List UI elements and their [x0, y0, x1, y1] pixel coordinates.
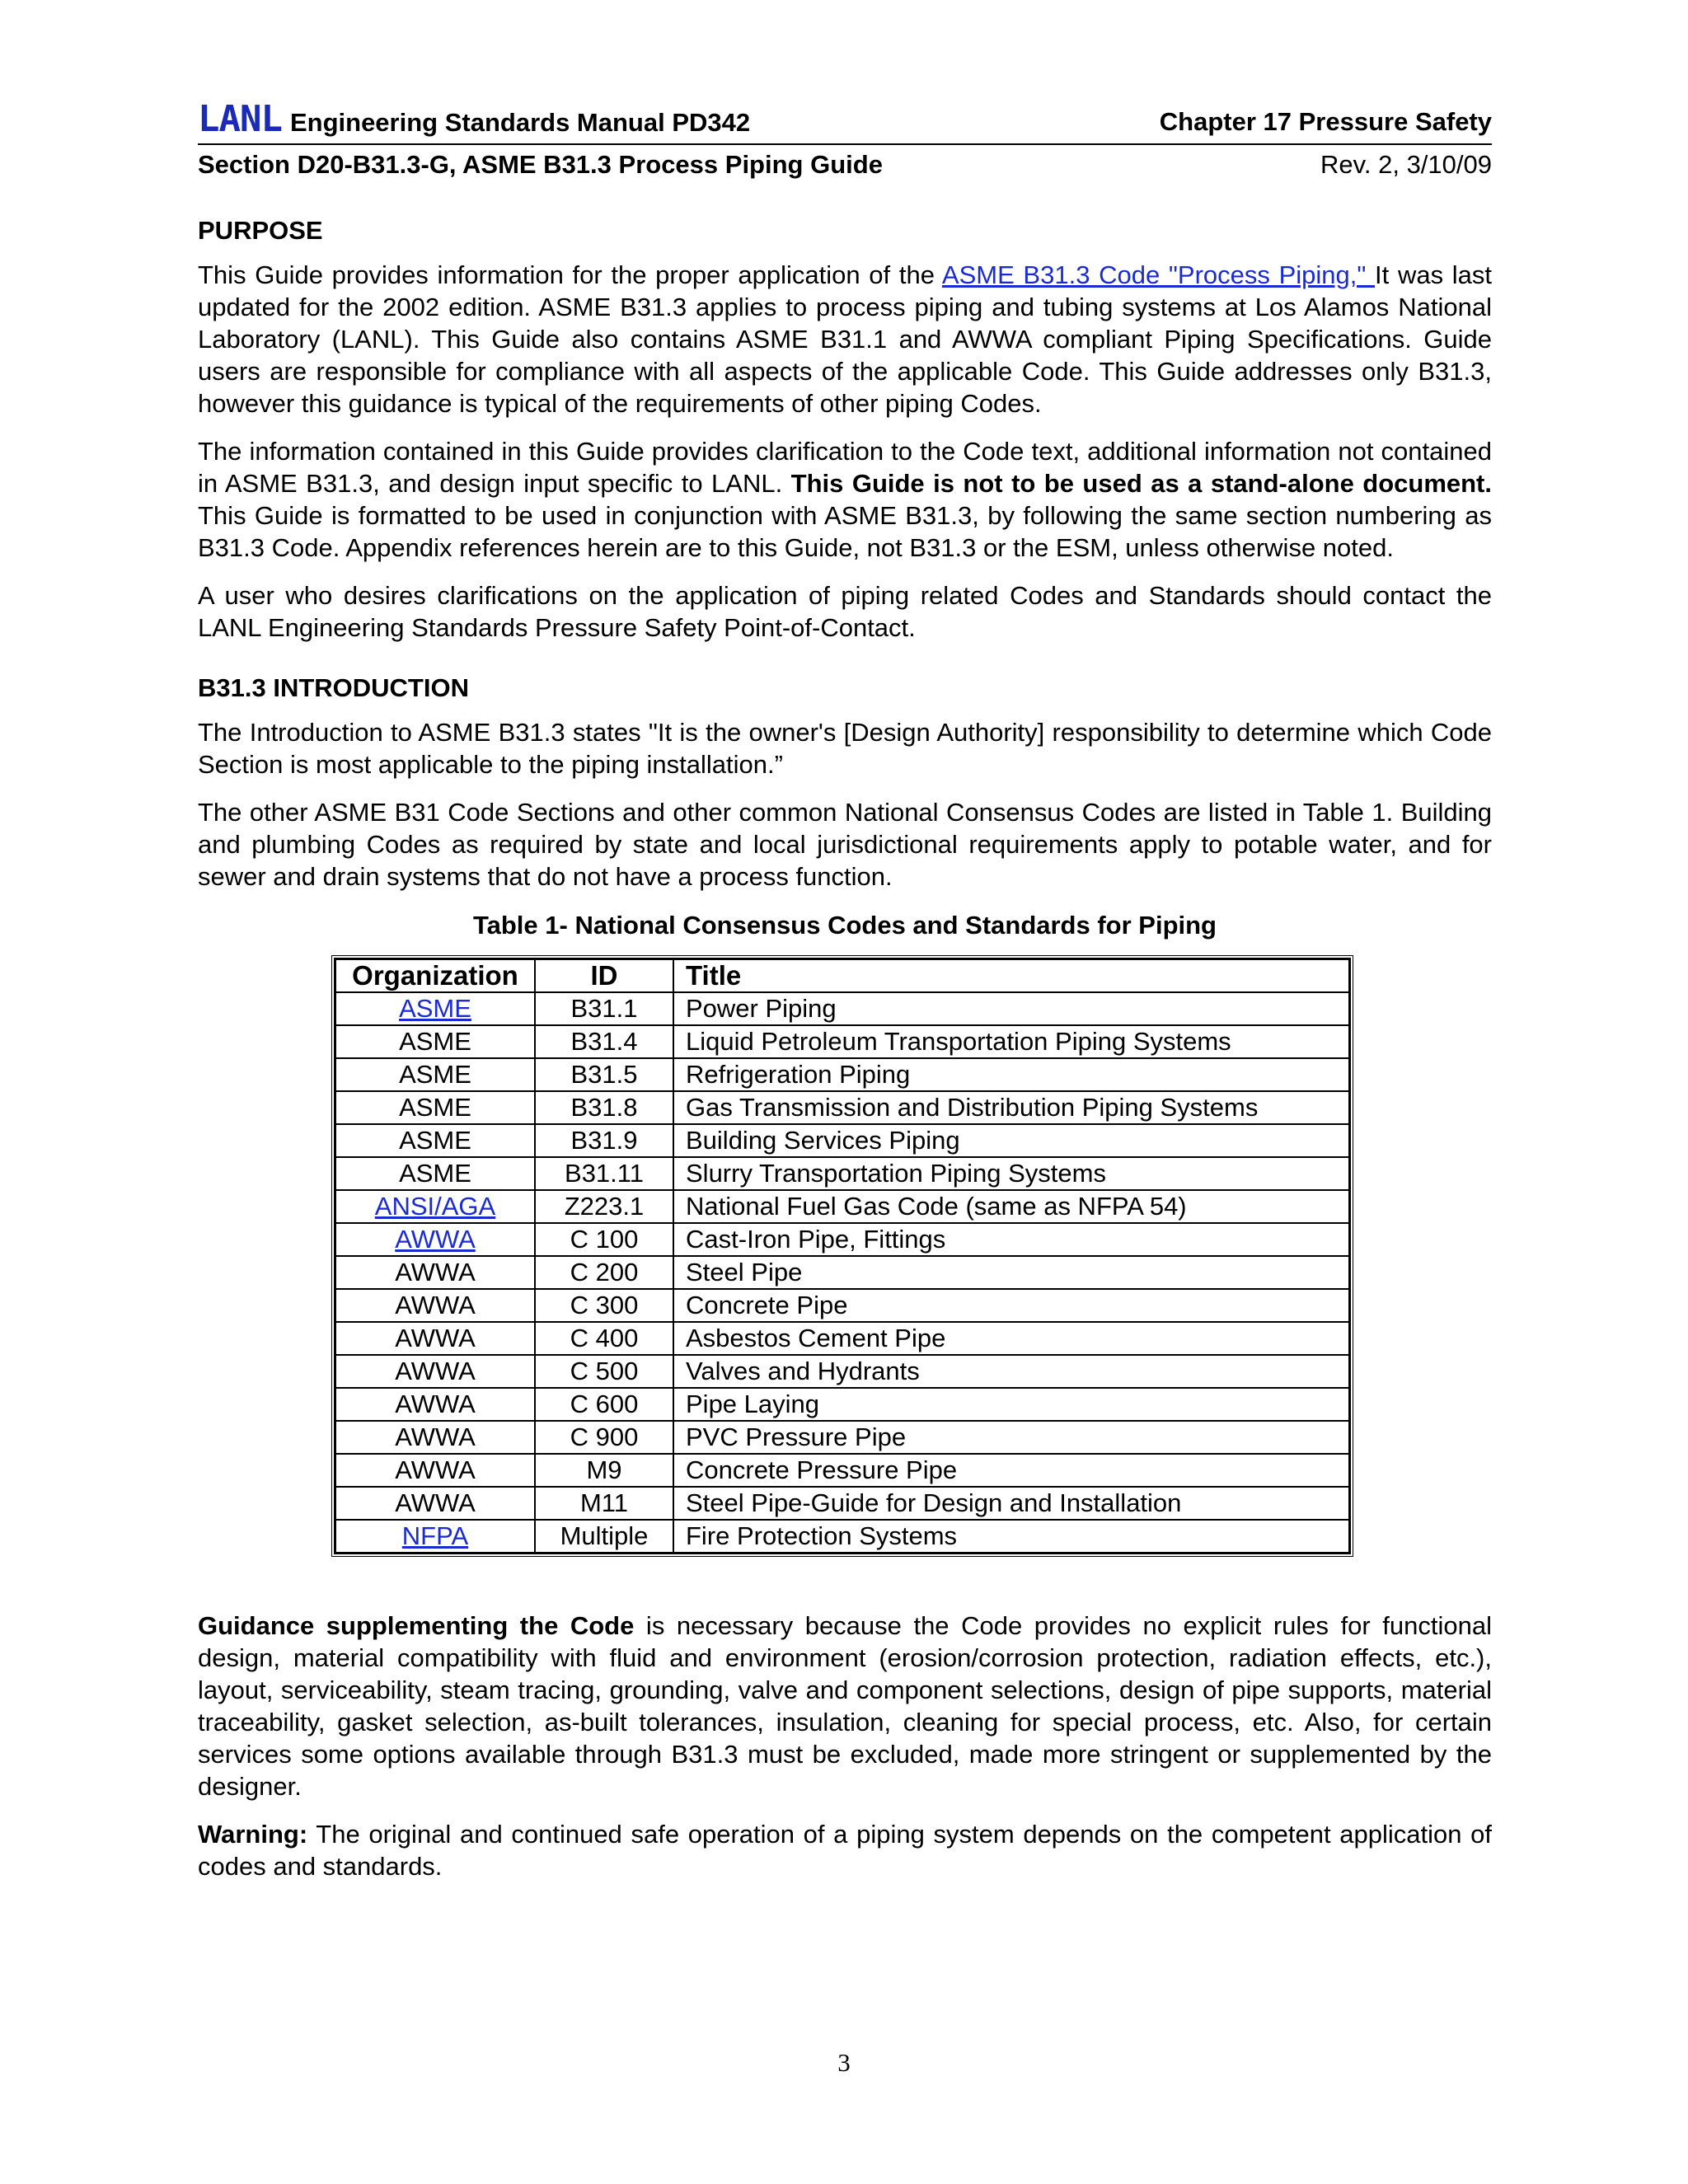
- sub-header: [198, 148, 1492, 186]
- table-row: [335, 1091, 1349, 1124]
- cell-organization: AWWA: [335, 1487, 535, 1520]
- table-row: [335, 1190, 1349, 1223]
- purpose-p2-text-b: This Guide is formatted to be used in conjunction with ASME B31.3, by following the same section numbering as B31.3 Code. Appendix references herein are to this Guide, not B31.3 or the ESM, unless otherwise noted.: [198, 501, 1492, 562]
- cell-title: Refrigeration Piping: [673, 1058, 1349, 1091]
- cell-organization: AWWA: [335, 1322, 535, 1355]
- table-row: [335, 1256, 1349, 1289]
- cell-title: Power Piping: [673, 992, 1349, 1025]
- organization-link[interactable]: NFPA: [401, 1521, 469, 1550]
- page-number: 3: [837, 2048, 851, 2077]
- cell-id: B31.5: [535, 1058, 673, 1091]
- cell-organization: ASME: [335, 1058, 535, 1091]
- cell-organization: AWWA: [335, 1289, 535, 1322]
- manual-title: Engineering Standards Manual PD342: [289, 108, 751, 137]
- table-row: [335, 1157, 1349, 1190]
- revision-label: Rev. 2, 3/10/09: [1320, 150, 1492, 179]
- table-row: [335, 1058, 1349, 1091]
- header-left: [198, 98, 750, 140]
- purpose-p2-bold: This Guide is not to be used as a stand-alone document.: [790, 469, 1492, 498]
- cell-title: PVC Pressure Pipe: [673, 1421, 1349, 1454]
- cell-id: Z223.1: [535, 1190, 673, 1223]
- cell-organization: [335, 1520, 535, 1553]
- cell-organization: ASME: [335, 1025, 535, 1058]
- cell-id: C 200: [535, 1256, 673, 1289]
- warning-text: The original and continued safe operation of a piping system depends on the competent application of codes and standards.: [198, 1820, 1492, 1881]
- cell-id: B31.9: [535, 1124, 673, 1157]
- organization-link[interactable]: ASME: [399, 994, 471, 1023]
- cell-title: Building Services Piping: [673, 1124, 1349, 1157]
- cell-id: C 400: [535, 1322, 673, 1355]
- purpose-paragraph-2: [198, 435, 1492, 564]
- cell-id: C 900: [535, 1421, 673, 1454]
- purpose-paragraph-3: A user who desires clarifications on the application of piping related Codes and Standards should contact the LANL Engineering Standards Pressure Safety Point-of-Contact.: [198, 581, 1492, 642]
- table-row: [335, 1520, 1349, 1553]
- introduction-heading: B31.3 INTRODUCTION: [198, 673, 469, 702]
- cell-organization: AWWA: [335, 1355, 535, 1388]
- table-row: [335, 1355, 1349, 1388]
- warning-label: Warning:: [198, 1820, 308, 1849]
- cell-id: C 100: [535, 1223, 673, 1256]
- cell-title: National Fuel Gas Code (same as NFPA 54): [673, 1190, 1349, 1223]
- cell-title: Asbestos Cement Pipe: [673, 1322, 1349, 1355]
- table-header-row: [335, 959, 1349, 992]
- cell-organization: AWWA: [335, 1454, 535, 1487]
- column-header-title: Title: [673, 959, 1349, 992]
- cell-title: Valves and Hydrants: [673, 1355, 1349, 1388]
- cell-id: C 300: [535, 1289, 673, 1322]
- cell-organization: ASME: [335, 1124, 535, 1157]
- table-body: [335, 992, 1349, 1553]
- table-row: [335, 1487, 1349, 1520]
- cell-title: Steel Pipe: [673, 1256, 1349, 1289]
- cell-organization: ASME: [335, 1157, 535, 1190]
- guidance-paragraph: [198, 1610, 1492, 1802]
- warning-paragraph: [198, 1818, 1492, 1882]
- chapter-title: Chapter 17 Pressure Safety: [1159, 107, 1492, 136]
- cell-id: C 600: [535, 1388, 673, 1421]
- page-header: [198, 97, 1492, 145]
- lanl-logo: LANL: [198, 98, 282, 140]
- table-row: [335, 1025, 1349, 1058]
- cell-id: Multiple: [535, 1520, 673, 1553]
- column-header-id: ID: [535, 959, 673, 992]
- cell-title: Steel Pipe-Guide for Design and Installation: [673, 1487, 1349, 1520]
- table-row: [335, 1322, 1349, 1355]
- cell-id: C 500: [535, 1355, 673, 1388]
- cell-organization: [335, 1190, 535, 1223]
- organization-link[interactable]: ANSI/AGA: [374, 1192, 496, 1221]
- cell-title: Slurry Transportation Piping Systems: [673, 1157, 1349, 1190]
- introduction-paragraph-2: The other ASME B31 Code Sections and other common National Consensus Codes are listed in Table 1. Building and plumbing Codes as required by state and local jurisdictional requirements apply to potable water, and for sewer and drain systems that do not have a process function.: [198, 798, 1492, 891]
- table-row: [335, 1388, 1349, 1421]
- cell-title: Pipe Laying: [673, 1388, 1349, 1421]
- table-row: [335, 1421, 1349, 1454]
- cell-organization: AWWA: [335, 1256, 535, 1289]
- purpose-p1-text-a: This Guide provides information for the proper application of the: [198, 260, 942, 289]
- introduction-paragraph-1: The Introduction to ASME B31.3 states "It is the owner's [Design Authority] responsibility to determine which Code Section is most applicable to the piping installation.”: [198, 718, 1492, 779]
- cell-title: Fire Protection Systems: [673, 1520, 1349, 1553]
- table-row: [335, 1289, 1349, 1322]
- purpose-heading: PURPOSE: [198, 216, 323, 245]
- cell-id: B31.1: [535, 992, 673, 1025]
- cell-id: B31.4: [535, 1025, 673, 1058]
- document-page: [198, 97, 1492, 1898]
- organization-link[interactable]: AWWA: [395, 1225, 476, 1254]
- codes-table-frame: [331, 955, 1353, 1557]
- cell-id: B31.11: [535, 1157, 673, 1190]
- section-title: Section D20-B31.3-G, ASME B31.3 Process Piping Guide: [198, 150, 883, 179]
- purpose-p1-text-b: It was last updated for the 2002 edition. ASME B31.3 applies to process piping and tubing systems at Los Alamos National Laboratory (LANL). This Guide also contains ASME B31.1 and AWWA compliant Piping Specifications. Guide users are responsible for compliance with all aspects of the applicable Code. This Guide addresses only B31.3, however this guidance is typical of the requirements of other piping Codes.: [198, 260, 1492, 418]
- cell-organization: [335, 1223, 535, 1256]
- cell-organization: AWWA: [335, 1388, 535, 1421]
- cell-id: B31.8: [535, 1091, 673, 1124]
- asme-b31-3-link[interactable]: ASME B31.3 Code "Process Piping,": [941, 260, 1376, 289]
- table-row: [335, 1454, 1349, 1487]
- table-caption: Table 1- National Consensus Codes and Standards for Piping: [473, 911, 1217, 940]
- cell-title: Concrete Pipe: [673, 1289, 1349, 1322]
- cell-title: Cast-Iron Pipe, Fittings: [673, 1223, 1349, 1256]
- cell-title: Liquid Petroleum Transportation Piping Systems: [673, 1025, 1349, 1058]
- spacer: [198, 1557, 1492, 1610]
- purpose-p2-text-a: The information contained in this Guide provides clarification to the Code text, additional information not contained in ASME B31.3, and design input specific to LANL.: [198, 437, 1492, 498]
- table-row: [335, 1124, 1349, 1157]
- table-row: [335, 992, 1349, 1025]
- guidance-bold-lead: Guidance supplementing the Code: [198, 1611, 635, 1640]
- guidance-text: is necessary because the Code provides no explicit rules for functional design, material compatibility with fluid and environment (erosion/corrosion protection, radiation effects, etc.), layout, serviceability, steam tracing, grounding, valve and component selections, design of pipe supports, material traceability, gasket selection, as-built tolerances, insulation, cleaning for special process, etc. Also, for certain services some options available through B31.3 must be excluded, made more stringent or supplemented by the designer.: [198, 1611, 1493, 1801]
- cell-organization: [335, 992, 535, 1025]
- cell-title: Concrete Pressure Pipe: [673, 1454, 1349, 1487]
- cell-organization: ASME: [335, 1091, 535, 1124]
- cell-id: M11: [535, 1487, 673, 1520]
- codes-table: [335, 958, 1350, 1554]
- cell-id: M9: [535, 1454, 673, 1487]
- table-row: [335, 1223, 1349, 1256]
- cell-organization: AWWA: [335, 1421, 535, 1454]
- cell-title: Gas Transmission and Distribution Piping Systems: [673, 1091, 1349, 1124]
- purpose-paragraph-1: [198, 259, 1492, 419]
- column-header-organization: Organization: [335, 959, 535, 992]
